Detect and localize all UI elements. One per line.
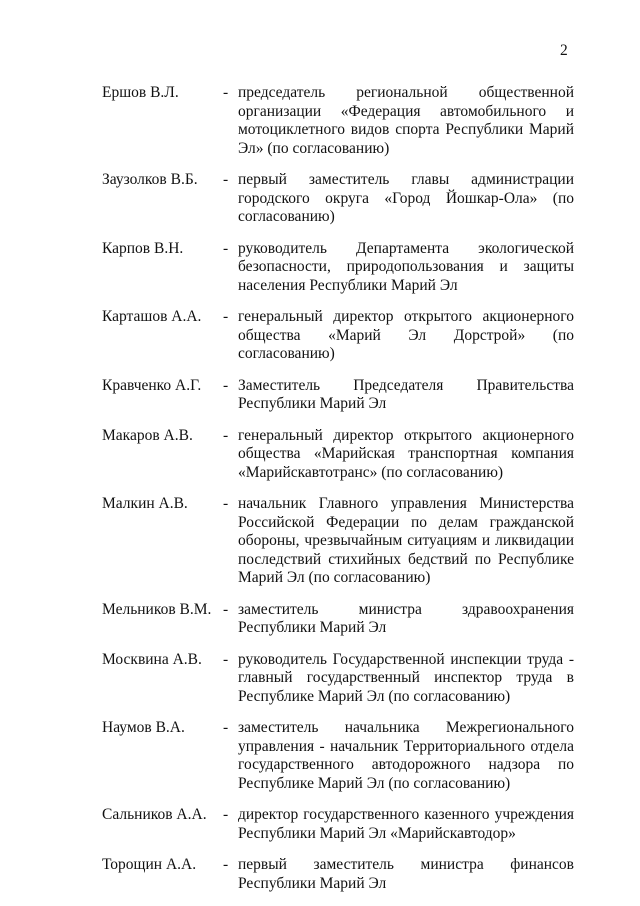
member-role: первый заместитель министра финансов Республики Марий Эл (238, 856, 574, 892)
member-name: Торощин А.А. (102, 856, 197, 873)
member-entry (102, 308, 574, 364)
member-name: Карпов В.Н. (102, 239, 184, 257)
member-name: Ершов В.Л. (102, 84, 179, 101)
page-number: 2 (560, 42, 568, 59)
member-entry (102, 806, 574, 843)
dash-separator: - (223, 84, 229, 101)
member-role: руководитель Государственной инспекции труда - главный государственный инспектор труда в Республике Марий Эл (по согласованию) (238, 650, 574, 705)
member-role: Заместитель Председателя Правительства Республики Марий Эл (238, 376, 574, 412)
member-role: руководитель Департамента экологической безопасности, природопользования и защиты населения Республики Марий Эл (238, 239, 574, 294)
member-entry (102, 495, 574, 588)
dash-separator: - (223, 495, 229, 512)
member-name: Заузолков В.Б. (102, 171, 198, 188)
dash-separator: - (223, 426, 229, 444)
member-name: Малкин А.В. (102, 495, 188, 512)
member-name: Наумов В.А. (102, 719, 185, 736)
member-role: первый заместитель главы администрации городского округа «Город Йошкар-Ола» (по согласованию) (238, 171, 574, 225)
member-role: начальник Главного управления Министерства Российской Федерации по делам гражданской обороны, чрезвычайным ситуациям и ликвидации последствий стихийных бедствий по Республике Марий Эл (по согласованию) (238, 495, 574, 586)
member-name: Кравченко А.Г. (102, 376, 202, 394)
dash-separator: - (223, 171, 229, 188)
dash-separator: - (223, 856, 229, 873)
member-role: председатель региональной общественной организации «Федерация автомобильного и мотоциклетного видов спорта Республики Марий Эл» (по согласованию) (238, 84, 574, 157)
dash-separator: - (223, 308, 229, 325)
member-entry (102, 651, 574, 707)
member-name: Мельников В.М. (102, 600, 212, 618)
member-name: Сальников А.А. (102, 806, 207, 823)
member-name: Москвина А.В. (102, 650, 202, 668)
member-role: генеральный директор открытого акционерного общества «Марийская транспортная компания «Марийскавтотранс» (по согласованию) (238, 426, 574, 481)
member-role: генеральный директор открытого акционерного общества «Марий Эл Дорстрой» (по согласованию) (238, 308, 574, 362)
member-entry (102, 427, 574, 483)
dash-separator: - (223, 650, 229, 668)
member-entry (102, 719, 574, 793)
dash-separator: - (223, 600, 229, 618)
member-name: Макаров А.В. (102, 426, 193, 444)
member-list (102, 84, 574, 906)
dash-separator: - (223, 239, 229, 257)
member-role: заместитель начальника Межрегионального управления - начальник Территориального отдела государственного автодорожного надзора по Республике Марий Эл (по согласованию) (238, 719, 574, 792)
member-role: заместитель министра здравоохранения Республики Марий Эл (238, 600, 574, 636)
member-entry (102, 377, 574, 414)
member-entry (102, 84, 574, 158)
dash-separator: - (223, 376, 229, 394)
member-entry (102, 601, 574, 638)
member-entry (102, 240, 574, 296)
dash-separator: - (223, 806, 229, 823)
member-role: директор государственного казенного учреждения Республики Марий Эл «Марийскавтодор» (238, 806, 574, 842)
member-entry (102, 856, 574, 893)
member-name: Карташов А.А. (102, 308, 202, 325)
dash-separator: - (223, 719, 229, 736)
member-entry (102, 171, 574, 227)
